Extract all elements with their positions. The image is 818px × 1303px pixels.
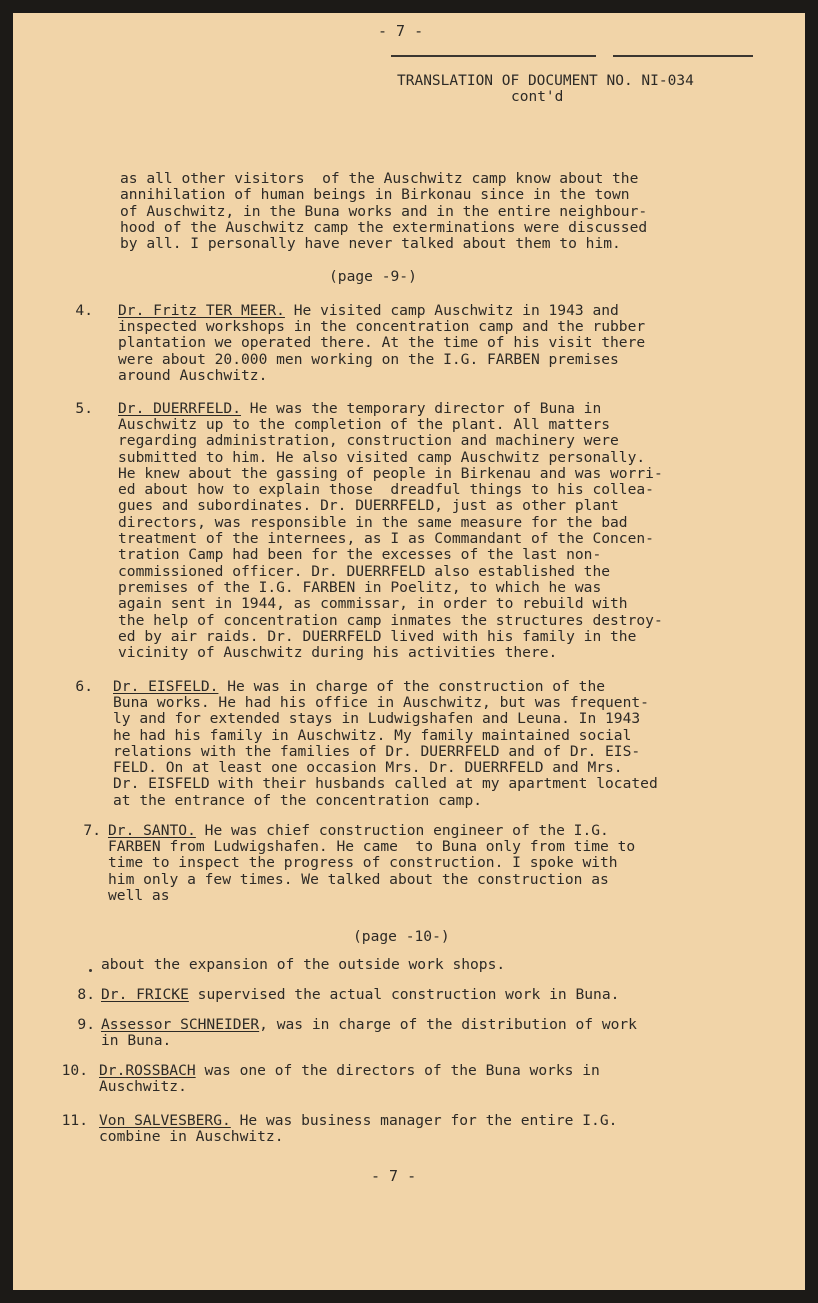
item-number: 8. — [77, 986, 95, 1003]
item-number: 9. — [77, 1016, 95, 1033]
item-first-line-text: He was chief construction engineer of the I.G. — [195, 822, 609, 839]
item-first-line — [118, 401, 601, 417]
page-number-top: - 7 - — [378, 22, 424, 40]
item-person-name: Dr.ROSSBACH — [99, 1062, 196, 1079]
header-rule-left — [391, 55, 596, 57]
document-page — [13, 13, 805, 1290]
document-header-contd: cont'd — [511, 89, 564, 105]
item-first-line — [113, 679, 605, 695]
item-number: 7. — [83, 822, 101, 839]
item-first-line-text: supervised the actual construction work in Buna. — [188, 986, 620, 1003]
item-person-name: Dr. SANTO. — [108, 822, 196, 839]
continuation-line: about the expansion of the outside work shops. — [101, 956, 506, 973]
item-first-line — [101, 1017, 637, 1033]
item-person-name: Dr. FRICKE — [101, 986, 189, 1003]
item-body: inspected workshops in the concentration camp and the rubber plantation we operated there. At the time of his visit there were about 20.000 men working on the I.G. FARBEN premises around Auschwitz. — [118, 318, 646, 384]
item-number: 10. — [61, 1062, 88, 1079]
item-body: FARBEN from Ludwigshafen. He came to Buna only from time to time to inspect the progress of construction. I spoke with him only a few times. We talked about the construction as well as — [108, 838, 636, 904]
item-first-line-text: He was in charge of the construction of the — [218, 678, 606, 695]
item-number: 11. — [61, 1112, 88, 1129]
item-body: Auschwitz up to the completion of the plant. All matters regarding administration, construction and machinery were submitted to him. He also visited camp Auschwitz personally. He knew about the gassing of people in Birkenau and was worri- ed about how to explain those dreadful things to his collea- gues and subordinates. Dr. DUERRFELD, just as other plant directors, was responsible in the same measure for the bad treatment of the internees, as I as Commandant of the Concen- tration Camp had been for the excesses of the last non- commissioned officer. Dr. DUERRFELD also established the premises of the I.G. FARBEN in Poelitz, to which he was again sent in 1944, as commissar, in order to rebuild with the help of concentration camp inmates the structures destroy- ed by air raids. Dr. DUERRFELD lived with his family in the vicinity of Auschwitz during his activities there. — [118, 416, 663, 662]
page-marker-9: (page -9-) — [329, 268, 417, 285]
item-first-line-text: was one of the directors of the Buna works in — [195, 1062, 600, 1079]
item-body: in Buna. — [101, 1032, 172, 1049]
item-first-line — [118, 303, 619, 319]
item-person-name: Dr. Fritz TER MEER. — [118, 302, 285, 319]
item-first-line — [108, 823, 609, 839]
page-marker-10: (page -10-) — [353, 928, 450, 945]
item-first-line-text: , was in charge of the distribution of work — [259, 1016, 637, 1033]
item-person-name: Assessor SCHNEIDER — [101, 1016, 260, 1033]
item-body: Buna works. He had his office in Auschwitz, but was frequent- ly and for extended stays in Ludwigshafen and Leuna. In 1943 he had his family in Auschwitz. My family maintained social relations with the families of Dr. DUERRFELD and of Dr. EIS- FELD. On at least one occasion Mrs. Dr. DUERRFELD and Mrs. Dr. EISFELD with their husbands called at my apartment located at the entrance of the concentration camp. — [113, 694, 658, 809]
item-first-line — [99, 1063, 600, 1079]
item-person-name: Dr. EISFELD. — [113, 678, 219, 695]
item-body: Auschwitz. — [99, 1078, 187, 1095]
intro-paragraph: as all other visitors of the Auschwitz camp know about the annihilation of human beings in Birkonau since in the town of Auschwitz, in the Buna works and in the entire neighbour- hood of the Auschwitz camp the exterminations were discussed by all. I personally have never talked about them to him. — [120, 170, 648, 253]
header-rule-right — [613, 55, 753, 57]
item-number: 5. — [75, 400, 93, 417]
item-first-line — [99, 1113, 617, 1129]
item-first-line — [101, 987, 619, 1003]
item-person-name: Von SALVESBERG. — [99, 1112, 231, 1129]
item-number: 6. — [75, 678, 93, 695]
item-person-name: Dr. DUERRFELD. — [118, 400, 242, 417]
stray-mark — [89, 969, 92, 972]
item-body: combine in Auschwitz. — [99, 1128, 284, 1145]
item-first-line-text: He was the temporary director of Buna in — [241, 400, 602, 417]
item-number: 4. — [75, 302, 93, 319]
item-first-line-text: He was business manager for the entire I.G. — [230, 1112, 618, 1129]
document-header-title: TRANSLATION OF DOCUMENT NO. NI-034 — [397, 73, 694, 89]
item-first-line-text: He visited camp Auschwitz in 1943 and — [284, 302, 619, 319]
page-number-bottom: - 7 - — [371, 1167, 417, 1185]
